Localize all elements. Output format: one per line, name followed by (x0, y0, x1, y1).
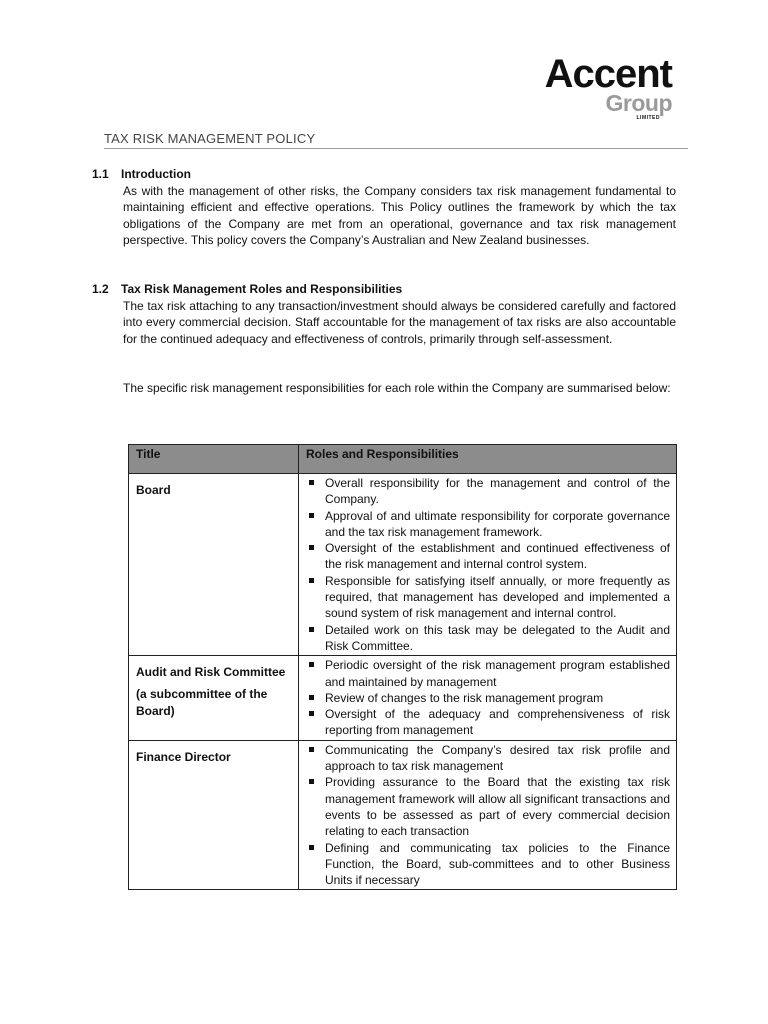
section-title: Tax Risk Management Roles and Responsibilities (121, 282, 403, 296)
list-item: Overall responsibility for the management and control of the Company. (305, 475, 670, 508)
list-item: Approval of and ultimate responsibility for corporate governance and the tax risk management framework. (305, 508, 670, 541)
table-row (129, 474, 677, 656)
roles-table (128, 444, 677, 890)
row-title-cell (129, 656, 299, 740)
row-responsibilities-cell (299, 656, 677, 740)
company-logo (512, 52, 680, 122)
row-title-cell (129, 474, 299, 656)
row-title: Audit and Risk Committee (136, 665, 286, 680)
header-title: Title (129, 445, 299, 474)
roles-paragraph-1: The tax risk attaching to any transaction/investment should always be considered carefully and factored into every commercial decision. Staff accountable for the management of tax risks are also accountable for the continued adequacy and effectiveness of controls, primarily through self-assessment. (123, 299, 676, 346)
list-item: Periodic oversight of the risk management program established and maintained by management (305, 657, 670, 690)
section-title: Introduction (121, 167, 191, 181)
list-item: Providing assurance to the Board that the existing tax risk management framework will allow all significant transactions and events to be assessed as part of every commercial decision relating to each transaction (305, 774, 670, 839)
section-heading-roles (92, 282, 402, 296)
header-roles: Roles and Responsibilities (299, 445, 677, 474)
logo-word-limited: LIMITED (636, 115, 660, 121)
table-row (129, 740, 677, 890)
list-item: Review of changes to the risk management program (305, 690, 670, 706)
list-item: Oversight of the establishment and continued effectiveness of the risk management and internal control system. (305, 540, 670, 573)
list-item: Detailed work on this task may be delegated to the Audit and Risk Committee. (305, 622, 670, 655)
list-item: Communicating the Company’s desired tax risk profile and approach to tax risk management (305, 742, 670, 775)
section-heading-introduction (92, 167, 191, 181)
row-title-cell (129, 740, 299, 890)
introduction-paragraph: As with the management of other risks, the Company considers tax risk management fundamental to maintaining efficient and effective operations. This Policy outlines the framework by which the tax obligations of the Company are met from an operational, governance and tax risk management perspective. This policy covers the Company’s Australian and New Zealand businesses. (123, 184, 676, 247)
table-row (129, 656, 677, 740)
section-number: 1.2 (92, 282, 109, 296)
list-item: Oversight of the adequacy and comprehensiveness of risk reporting from management (305, 706, 670, 739)
roles-paragraph-2: The specific risk management responsibilities for each role within the Company are summarised below: (123, 381, 671, 395)
list-item: Responsible for satisfying itself annually, or more frequently as required, that management has developed and implemented a sound system of risk management and internal control. (305, 573, 670, 622)
row-responsibilities-cell (299, 740, 677, 890)
section-number: 1.1 (92, 167, 109, 181)
responsibility-list (305, 657, 670, 738)
row-title: Board (136, 483, 171, 497)
responsibility-list (305, 742, 670, 889)
row-subtitle: (a subcommittee of the Board) (136, 687, 268, 719)
responsibility-list (305, 475, 670, 654)
list-item: Defining and communicating tax policies to the Finance Function, the Board, sub-committees and to other Business Units if necessary (305, 840, 670, 889)
document-title: TAX RISK MANAGEMENT POLICY (104, 131, 688, 149)
logo-word-accent: Accent (544, 52, 672, 96)
row-responsibilities-cell (299, 474, 677, 656)
row-title: Finance Director (136, 749, 231, 764)
logo-word-group: Group (605, 90, 672, 116)
table-header-row (129, 445, 677, 474)
